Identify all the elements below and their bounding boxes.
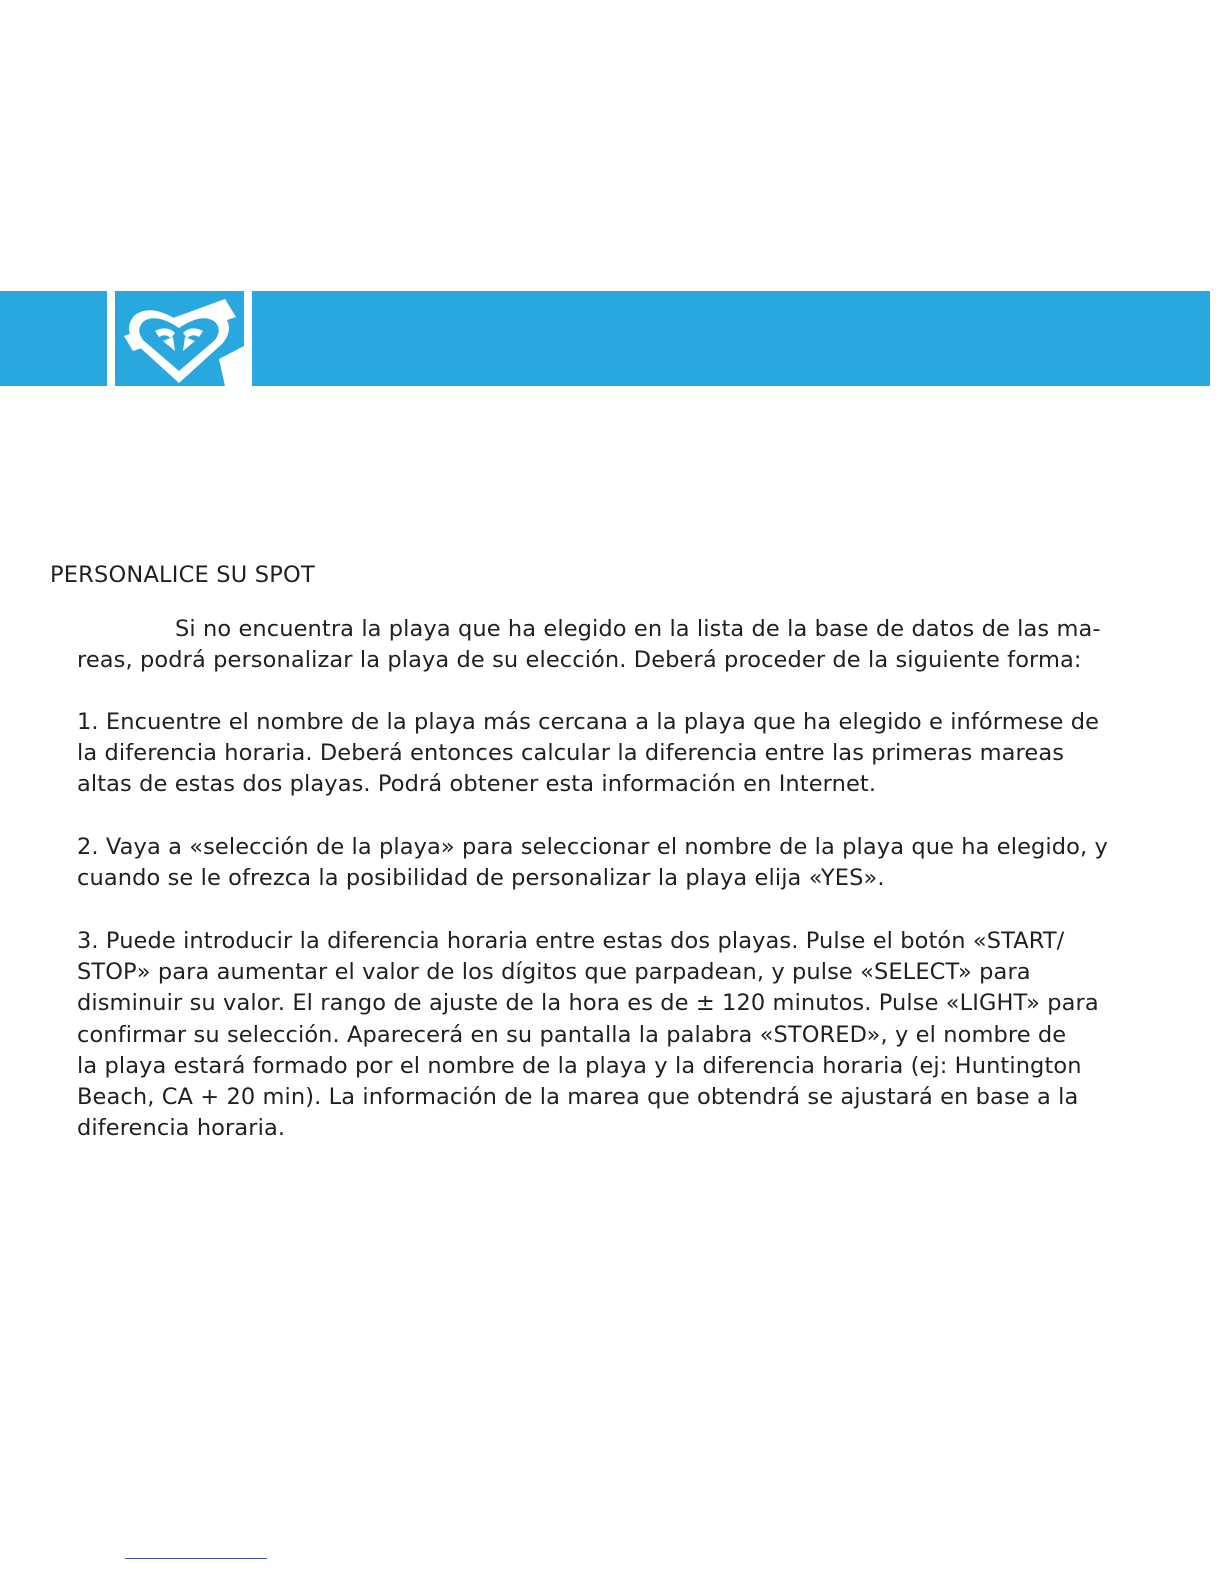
intro-line: reas, podrá personalizar la playa de su elección. Deberá proceder de la siguiente forma: (77, 647, 1082, 674)
step-3-paragraph (77, 926, 1157, 1144)
step-3-line: STOP» para aumentar el valor de los dígitos que parpadean, y pulse «SELECT» para (77, 959, 1031, 986)
step-3-line: diferencia horaria. (77, 1115, 286, 1142)
step-3-line: la playa estará formado por el nombre de la playa y la diferencia horaria (ej: Huntington (77, 1052, 1082, 1079)
step-1-line: la diferencia horaria. Deberá entonces calcular la diferencia entre las primeras mareas (77, 740, 1065, 767)
roxy-heart-logo-icon (115, 291, 244, 386)
intro-line: Si no encuentra la playa que ha elegido en la lista de la base de datos de las ma- (175, 616, 1101, 642)
footer-rule (125, 1558, 267, 1559)
section-title: PERSONALICE SU SPOT (50, 562, 315, 588)
step-3-line: disminuir su valor. El rango de ajuste de la hora es de ± 120 minutos. Pulse «LIGHT» para (77, 990, 1099, 1017)
step-3-line: Beach, CA + 20 min). La información de la marea que obtendrá se ajustará en base a la (77, 1084, 1079, 1111)
step-1-line: 1. Encuentre el nombre de la playa más cercana a la playa que ha elegido e infórmese de (77, 709, 1100, 735)
header-band-left (0, 291, 107, 386)
intro-paragraph (77, 614, 1157, 676)
step-3-line: 3. Puede introducir la diferencia horaria entre estas dos playas. Pulse el botón «START/ (77, 928, 1065, 954)
step-2-line: cuando se le ofrezca la posibilidad de personalizar la playa elija «YES». (77, 865, 885, 892)
header-logo-block (115, 291, 244, 386)
step-2-line: 2. Vaya a «selección de la playa» para seleccionar el nombre de la playa que ha elegido, y (77, 834, 1108, 860)
step-1-paragraph (77, 707, 1157, 801)
step-2-paragraph (77, 832, 1157, 894)
header-band-right (252, 291, 1210, 386)
step-3-line: confirmar su selección. Aparecerá en su pantalla la palabra «STORED», y el nombre de (77, 1021, 1067, 1048)
step-1-line: altas de estas dos playas. Podrá obtener esta información en Internet. (77, 771, 877, 798)
